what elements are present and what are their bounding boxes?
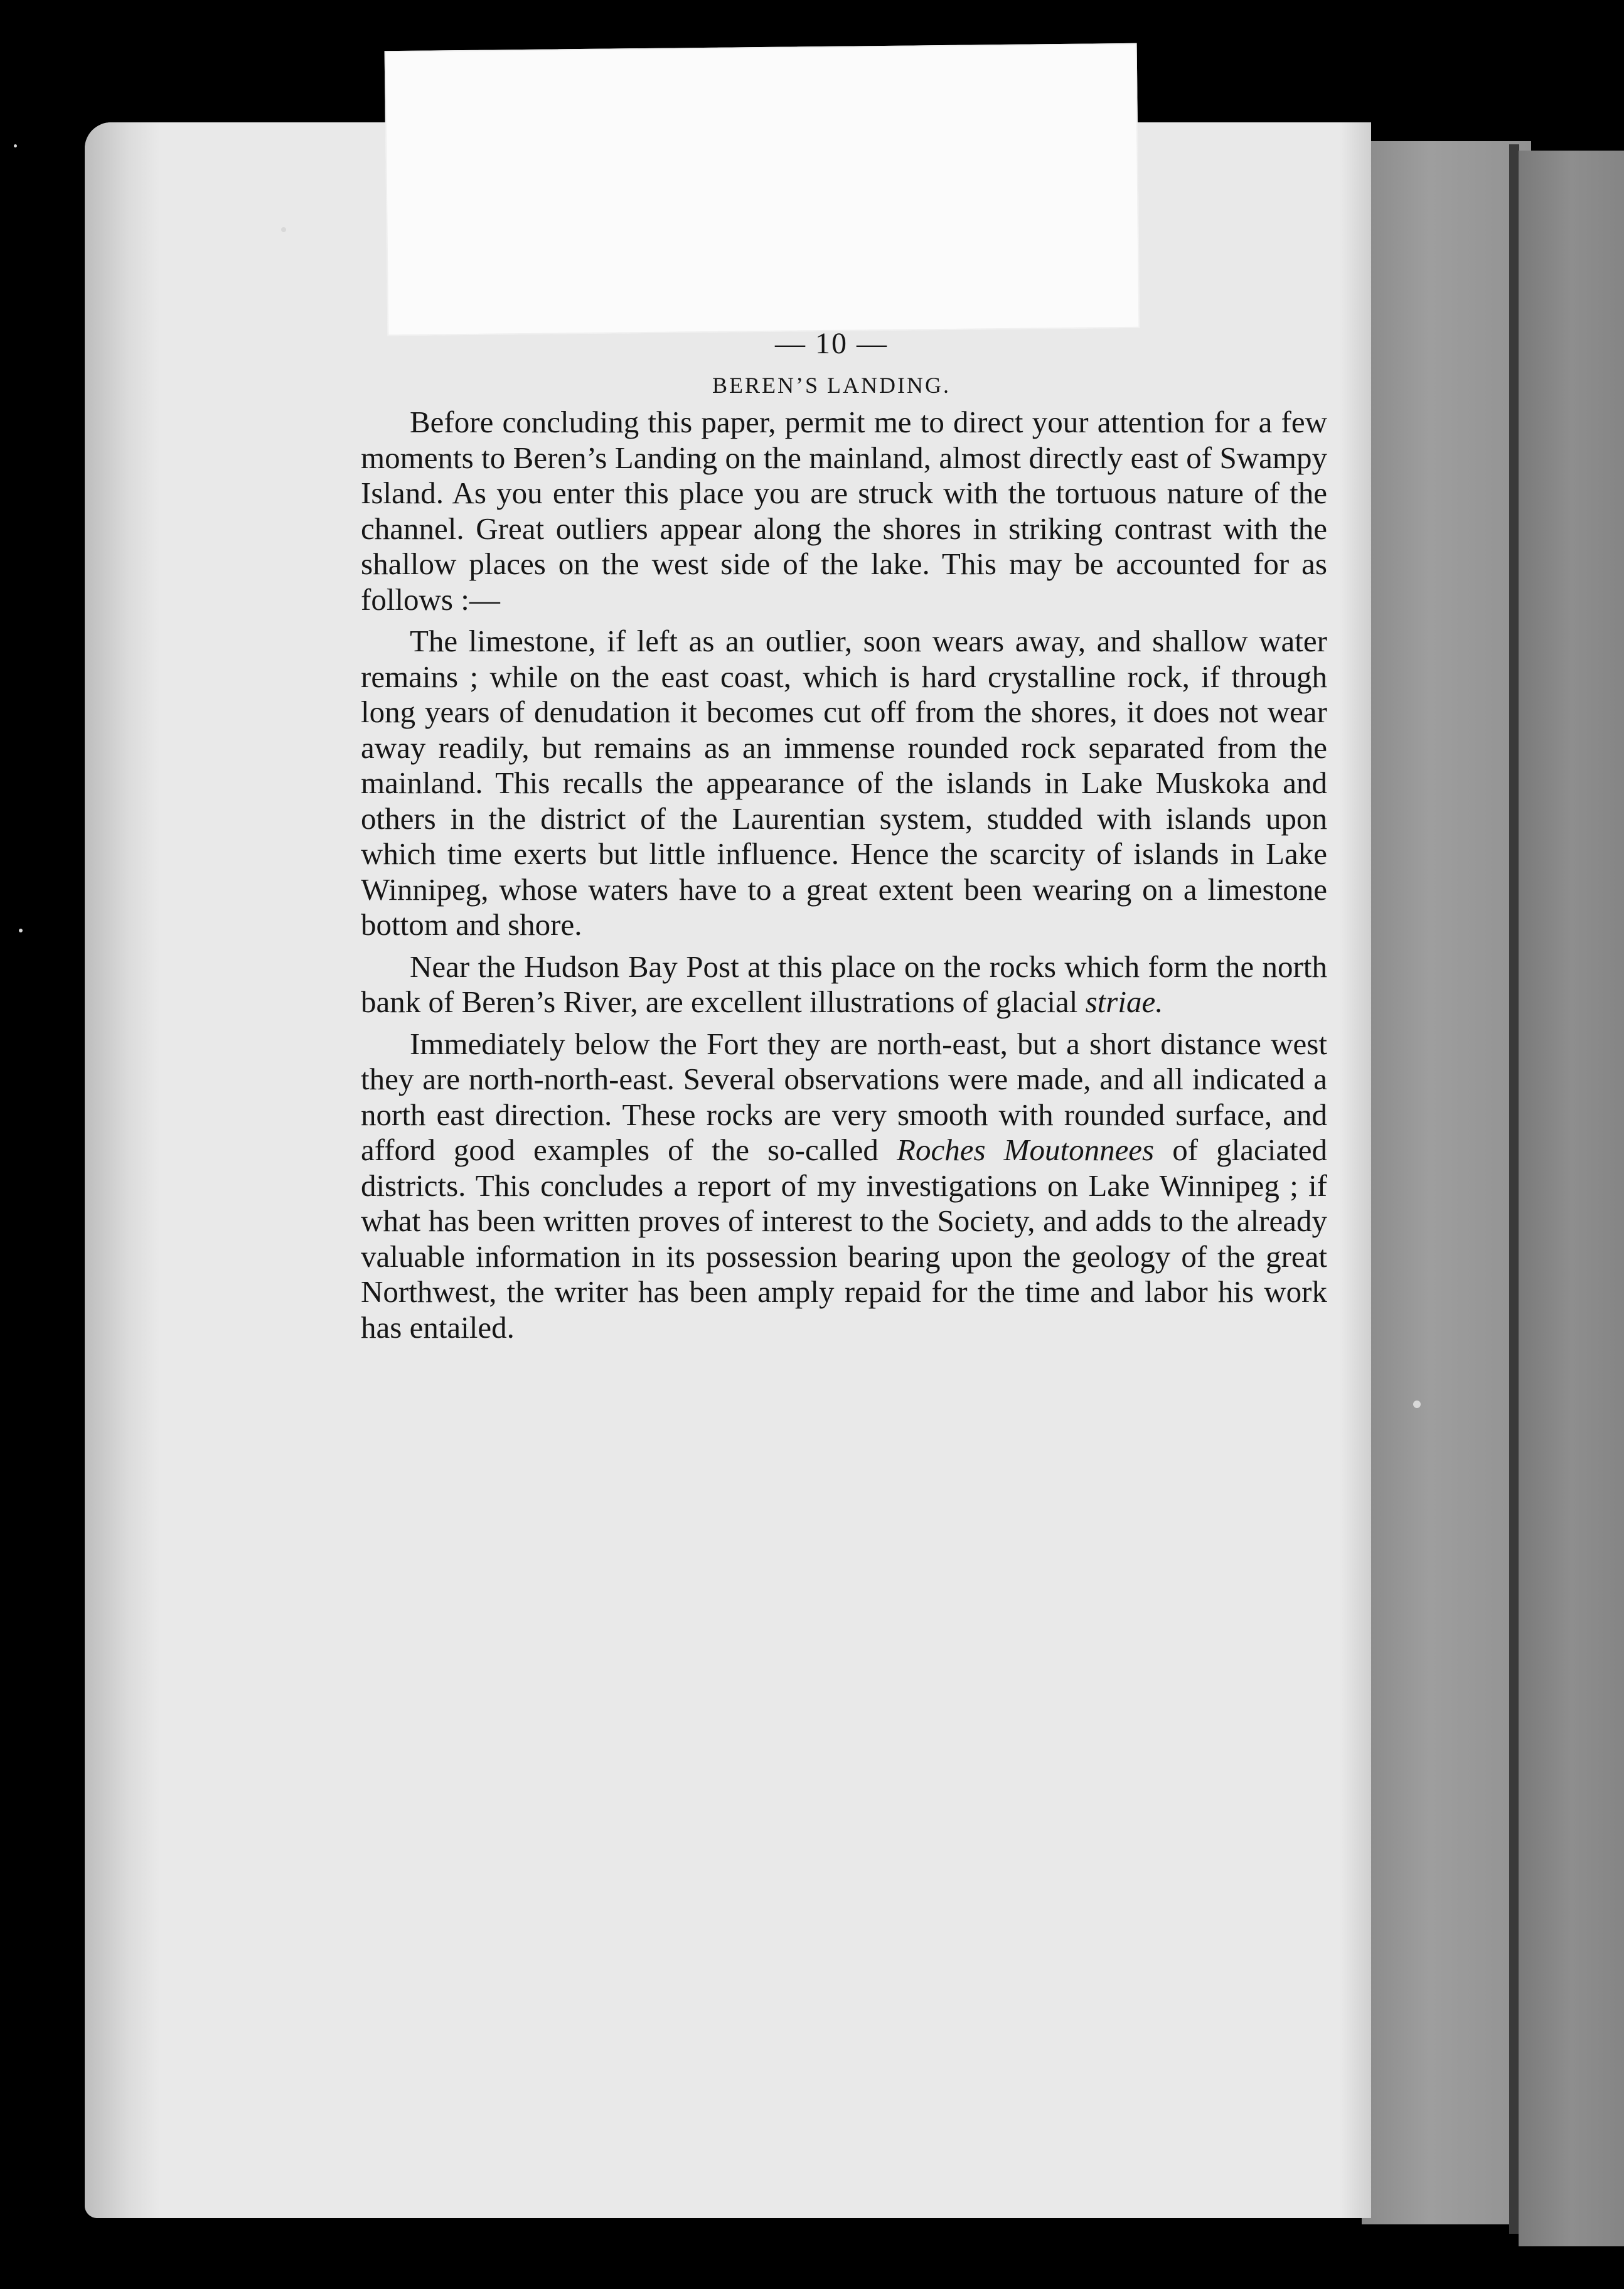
paragraph-2: The limestone, if left as an outlier, soon wears away, and shallow water remains ; while on the east coast, which is hard crystalline rock, if through long years of denudation it becomes cut off from the shores, it does not wear away readily, but remains as an immense rounded rock separated from the mainland. This recalls the appearance of the islands in Lake Muskoka and others in the district of the Laurentian system, studded with islands upon which time exerts but little influence. Hence the scarcity of islands in Lake Winnipeg, whose waters have to a great extent been wearing on a limestone bottom and shore. xyxy=(361,624,1327,942)
scan-speck xyxy=(281,227,286,232)
paragraph-3 xyxy=(361,949,1327,1020)
paragraph-4-italic: Roches Moutonnees xyxy=(897,1133,1155,1167)
page-gutter-shadow xyxy=(85,122,160,2218)
scan-speck xyxy=(1413,1401,1421,1408)
book-cover-strip xyxy=(1362,141,1531,2224)
scan-speck xyxy=(19,929,23,932)
paragraph-4-text: Immediately below the Fort they are north-east, but a short distance west they are north-north-east. Several observations were made, and all indicated a north east direction. These rocks are very smooth with rounded surface, and afford good examples of the so-called xyxy=(361,1026,1327,1167)
book-cover-seam xyxy=(1509,144,1519,2234)
page-edge-shadow xyxy=(1340,122,1371,2218)
book-cover-edge xyxy=(1519,151,1624,2246)
page-text xyxy=(361,326,1327,1352)
scan-speck xyxy=(14,144,17,147)
section-heading: BEREN’S LANDING. xyxy=(712,373,951,398)
paragraph-1: Before concluding this paper, permit me to direct your attention for a few moments to Beren’s Landing on the mainland, almost directly east of Swampy Island. As you enter this place you are struck with the tortuous nature of the channel. Great outliers appear along the shores in striking contrast with the shallow places on the west side of the lake. This may be accounted for as follows :— xyxy=(361,405,1327,617)
paragraph-3-text: Near the Hudson Bay Post at this place on the rocks which form the north bank of Beren’s River, are excellent illustrations of glacial xyxy=(361,949,1327,1019)
paper-slip xyxy=(385,43,1140,336)
paragraph-4 xyxy=(361,1027,1327,1346)
page-number: — 10 — xyxy=(775,327,888,360)
paragraph-4-tail: of glaciated districts. This concludes a report of my investigations on Lake Winnipeg ; if what has been written proves of interest to the Society, and adds to the already valuable information in its possession bearing upon the geology of the great Northwest, the writer has been amply repaid for the time and labor his work has entailed. xyxy=(361,1133,1328,1345)
paragraph-3-italic: striae. xyxy=(1085,984,1163,1019)
